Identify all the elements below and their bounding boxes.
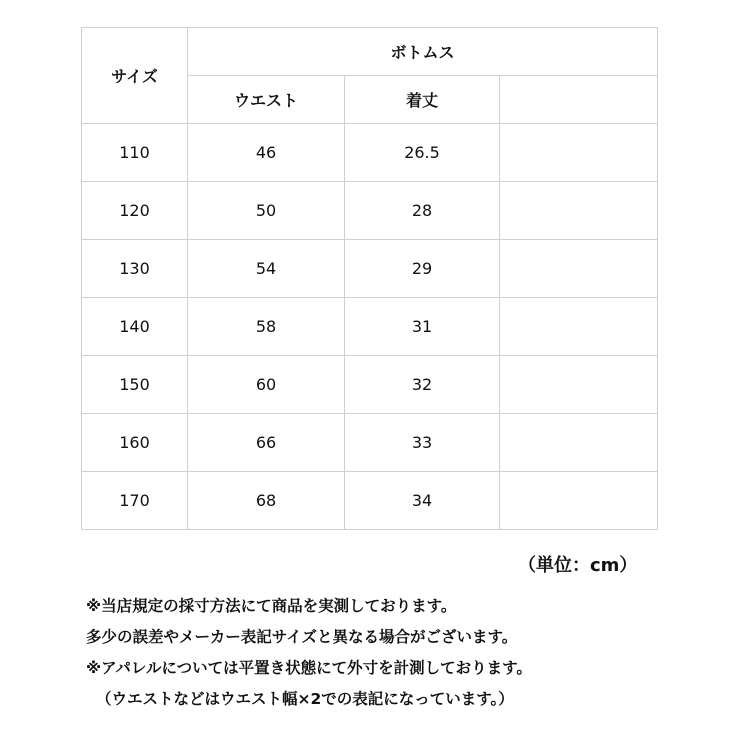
waist-cell: 60: [188, 356, 345, 414]
size-cell: 140: [82, 298, 188, 356]
table-row: [82, 298, 658, 356]
note-line: 多少の誤差やメーカー表記サイズと異なる場合がございます。: [86, 628, 518, 646]
length-cell: 28: [345, 182, 500, 240]
empty-column-header: [500, 76, 658, 124]
waist-cell: 46: [188, 124, 345, 182]
size-cell: 120: [82, 182, 188, 240]
waist-cell: 68: [188, 472, 345, 530]
length-column-header: 着丈: [345, 76, 500, 124]
table-row: [82, 240, 658, 298]
length-cell: 32: [345, 356, 500, 414]
header-row-group: [82, 28, 658, 76]
unit-note: （単位：cm）: [518, 555, 638, 576]
size-cell: 150: [82, 356, 188, 414]
table-row: [82, 182, 658, 240]
waist-cell: 58: [188, 298, 345, 356]
table-row: [82, 356, 658, 414]
empty-cell: [500, 414, 658, 472]
size-chart-table: [81, 27, 658, 530]
table-row: [82, 124, 658, 182]
empty-cell: [500, 240, 658, 298]
size-cell: 110: [82, 124, 188, 182]
waist-cell: 50: [188, 182, 345, 240]
note-line: ※アパレルについては平置き状態にて外寸を計測しております。: [86, 659, 532, 677]
length-cell: 31: [345, 298, 500, 356]
size-cell: 160: [82, 414, 188, 472]
empty-cell: [500, 124, 658, 182]
empty-cell: [500, 182, 658, 240]
table-row: [82, 472, 658, 530]
empty-cell: [500, 356, 658, 414]
size-cell: 170: [82, 472, 188, 530]
bottoms-group-header: ボトムス: [188, 28, 658, 76]
empty-cell: [500, 298, 658, 356]
note-line: ※当店規定の採寸方法にて商品を実測しております。: [86, 597, 457, 615]
size-column-header: サイズ: [82, 28, 188, 124]
table-row: [82, 414, 658, 472]
empty-cell: [500, 472, 658, 530]
note-line: （ウエストなどはウエスト幅×2での表記になっています。）: [96, 690, 514, 708]
length-cell: 34: [345, 472, 500, 530]
measurement-notes: [86, 591, 726, 715]
length-cell: 33: [345, 414, 500, 472]
waist-column-header: ウエスト: [188, 76, 345, 124]
length-cell: 26.5: [345, 124, 500, 182]
waist-cell: 66: [188, 414, 345, 472]
length-cell: 29: [345, 240, 500, 298]
waist-cell: 54: [188, 240, 345, 298]
size-cell: 130: [82, 240, 188, 298]
